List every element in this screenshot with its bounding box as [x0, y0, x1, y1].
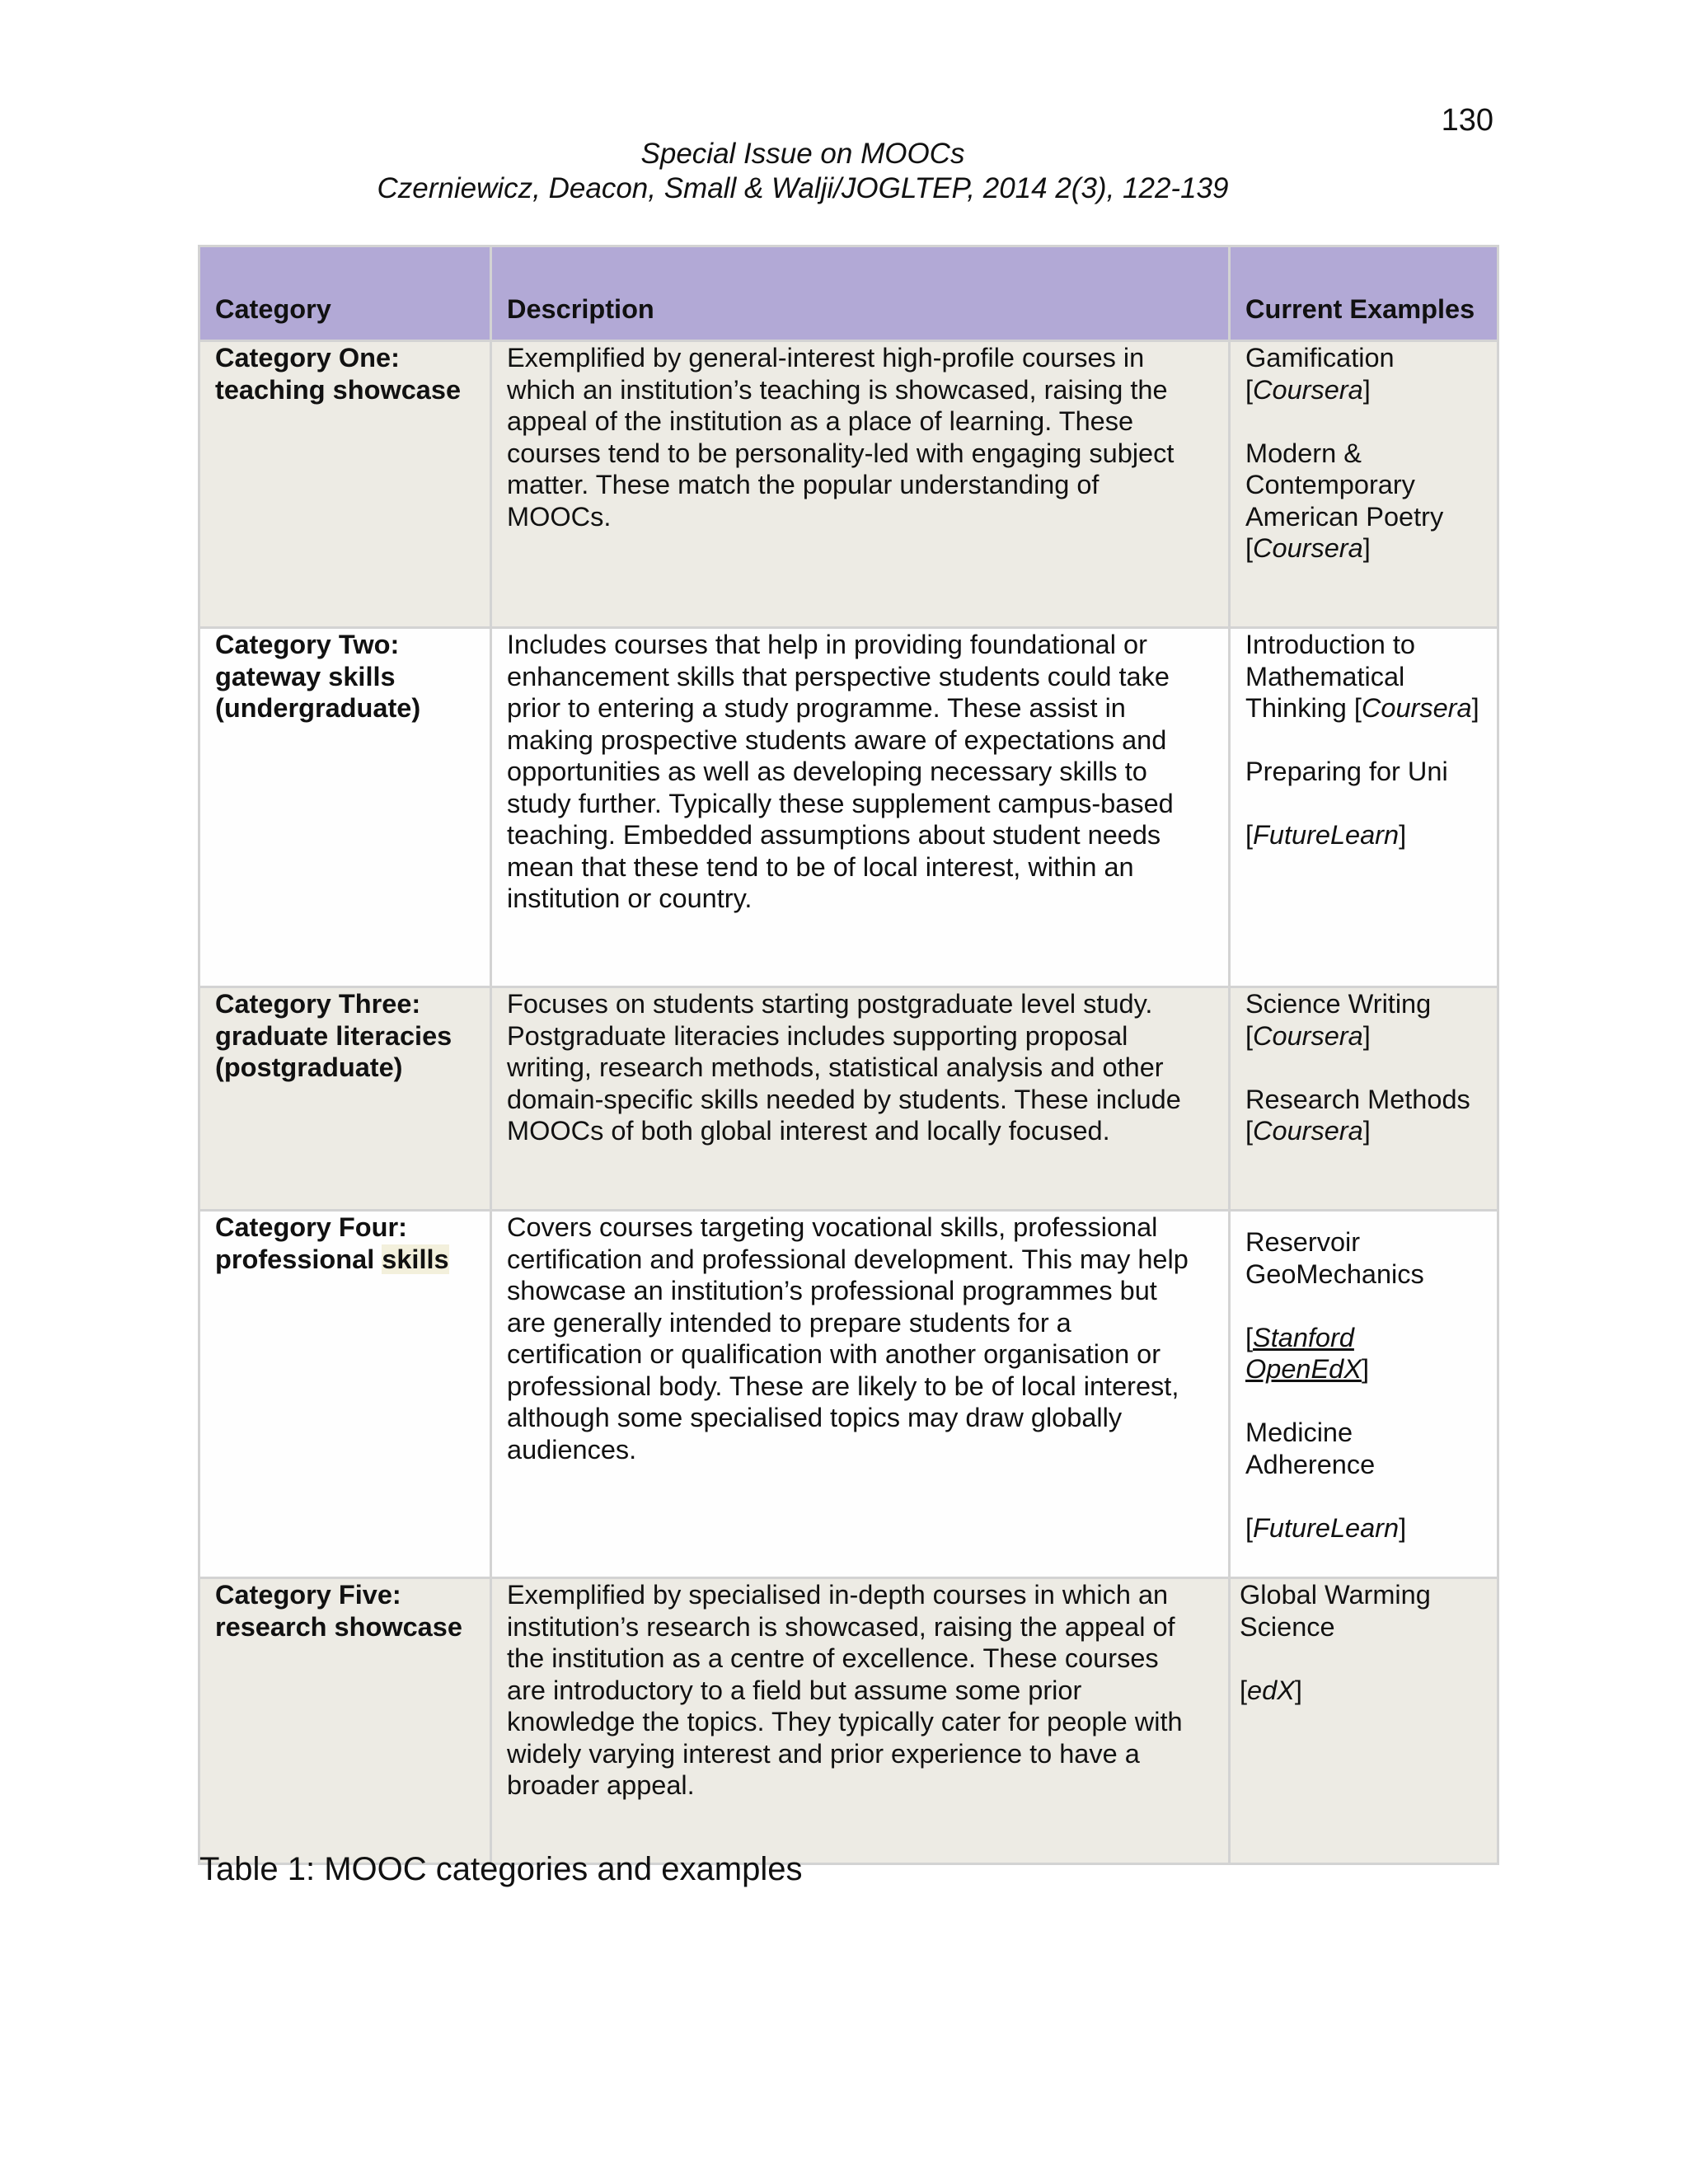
category-label: graduate literacies [215, 1020, 452, 1051]
description-line: MOOCs. [507, 501, 612, 532]
description-line: matter. These match the popular understanding of [507, 470, 1100, 499]
description-line: prior to entering a study programme. These assist in [507, 693, 1126, 723]
column-header-description: Description [491, 246, 1230, 341]
description-line: institution or country. [507, 883, 753, 913]
examples-cell [1230, 1211, 1498, 1578]
example-item [1245, 1226, 1482, 1290]
table-header-row [199, 246, 1498, 341]
description-line: writing, research methods, statistical analysis and other [507, 1052, 1164, 1082]
category-label: Category Three: [215, 989, 421, 1019]
column-header-examples: Current Examples [1230, 246, 1498, 341]
description-line: the institution as a centre of excellence. These courses [507, 1643, 1159, 1673]
example-title: Science Writing [1245, 989, 1432, 1019]
example-title: GeoMechanics [1245, 1258, 1424, 1289]
example-title: Gamification [1245, 343, 1395, 373]
example-title: Global Warming [1240, 1580, 1431, 1610]
description-line: courses tend to be personality-led with engaging subject [507, 438, 1175, 468]
example-source: Coursera [1361, 693, 1472, 723]
description-line: study further. Typically these supplement campus-based [507, 788, 1174, 818]
running-header [198, 137, 1408, 206]
example-title: Contemporary [1245, 470, 1415, 499]
example-source-link[interactable]: OpenEdX [1245, 1354, 1362, 1384]
description-line: Covers courses targeting vocational skills, professional [507, 1212, 1158, 1242]
description-line: widely varying interest and prior experience to have a [507, 1738, 1140, 1769]
description-line: are introductory to a field but assume some prior [507, 1675, 1082, 1705]
example-title: American Poetry [1245, 501, 1444, 532]
description-line: Exemplified by specialised in-depth courses in which an [507, 1580, 1169, 1610]
table-row [199, 341, 1498, 628]
description-line: showcase an institution’s professional programmes but [507, 1276, 1157, 1305]
example-item: Modern & Contemporary American Poetry [Coursera] [1245, 438, 1482, 565]
example-title: Preparing for Uni [1245, 757, 1448, 786]
table-row [199, 628, 1498, 987]
category-label: gateway skills [215, 661, 396, 691]
example-item: [edX] [1240, 1675, 1302, 1705]
category-cell [199, 628, 491, 987]
description-line: Includes courses that help in providing foundational or [507, 630, 1147, 659]
mooc-categories-table [198, 245, 1499, 1865]
description-line: audiences. [507, 1434, 637, 1465]
example-source: Coursera [1253, 374, 1363, 405]
example-title: Reservoir [1245, 1227, 1361, 1257]
description-line: opportunities as well as developing necessary skills to [507, 757, 1147, 786]
example-item: [Stanford OpenEdX] [1245, 1322, 1369, 1384]
example-item [1245, 1417, 1482, 1480]
example-title: Adherence [1245, 1449, 1376, 1479]
category-label: professional [215, 1244, 375, 1274]
column-header-category: Category [199, 246, 491, 341]
table-row [199, 1578, 1498, 1864]
description-line: which an institution’s teaching is showcased, raising the [507, 374, 1168, 405]
examples-cell [1230, 987, 1498, 1211]
category-cell [199, 1211, 491, 1578]
description-cell [491, 341, 1230, 628]
category-cell [199, 987, 491, 1211]
example-item [1240, 1579, 1482, 1643]
description-line: certification or qualification with another organisation or [507, 1339, 1161, 1369]
description-cell [491, 1211, 1230, 1578]
example-item: Research Methods [Coursera] [1245, 1084, 1482, 1147]
category-label: (postgraduate) [215, 1052, 403, 1082]
examples-cell [1230, 1578, 1498, 1864]
example-title: Thinking [1245, 693, 1347, 723]
table-row [199, 987, 1498, 1211]
example-source-link[interactable]: Stanford [1253, 1322, 1354, 1352]
table-row [199, 1211, 1498, 1578]
category-label: teaching showcase [215, 374, 462, 405]
description-line: teaching. Embedded assumptions about student needs [507, 820, 1161, 850]
category-label: research showcase [215, 1611, 462, 1642]
examples-cell [1230, 341, 1498, 628]
example-title: Science [1240, 1611, 1335, 1642]
header-journal-issue: Special Issue on MOOCs [640, 138, 965, 170]
examples-cell [1230, 628, 1498, 987]
description-cell [491, 628, 1230, 987]
description-line: Exemplified by general-interest high-profile courses in [507, 343, 1145, 373]
description-line: MOOCs of both global interest and locally focused. [507, 1116, 1110, 1146]
description-line: enhancement skills that perspective students could take [507, 661, 1170, 691]
description-line: although some specialised topics may draw globally [507, 1403, 1123, 1432]
category-label: Category Four: [215, 1212, 407, 1242]
description-line: knowledge the topics. They typically cater for people with [507, 1707, 1183, 1736]
description-cell [491, 1578, 1230, 1864]
description-cell [491, 987, 1230, 1211]
example-item: [FutureLearn] [1245, 1512, 1407, 1543]
example-source: Coursera [1253, 533, 1363, 563]
description-line: domain-specific skills needed by students. These include [507, 1084, 1181, 1114]
description-line: certification and professional development. This may help [507, 1244, 1189, 1274]
example-source: FutureLearn [1253, 820, 1400, 850]
example-source: Coursera [1253, 1116, 1363, 1146]
category-label: Category Five: [215, 1580, 401, 1610]
category-label: Category Two: [215, 630, 400, 659]
example-item: Introduction to Mathematical Thinking [Coursera] [1245, 629, 1482, 724]
example-title: Mathematical [1245, 661, 1405, 691]
example-item [1245, 756, 1482, 788]
example-source: Coursera [1253, 1020, 1363, 1051]
header-citation: Czerniewicz, Deacon, Small & Walji/JOGLTEP, 2014 2(3), 122-139 [377, 172, 1229, 204]
category-cell [199, 1578, 491, 1864]
category-label-highlighted: skills [382, 1244, 449, 1274]
table-caption: Table 1: MOOC categories and examples [199, 1851, 803, 1887]
description-line: appeal of the institution as a place of learning. These [507, 406, 1134, 436]
description-line: professional body. These are likely to be of local interest, [507, 1371, 1179, 1401]
category-label: (undergraduate) [215, 693, 421, 723]
description-line: are generally intended to prepare students for a [507, 1307, 1071, 1338]
category-cell [199, 341, 491, 628]
example-item: Science Writing [Coursera] [1245, 988, 1482, 1052]
example-source: edX [1247, 1675, 1295, 1705]
description-line: broader appeal. [507, 1770, 695, 1800]
example-item: Gamification [Coursera] [1245, 342, 1482, 405]
example-title: Modern & [1245, 438, 1362, 468]
description-line: institution’s research is showcased, raising the appeal of [507, 1611, 1175, 1642]
example-title: Medicine [1245, 1418, 1353, 1447]
page-number: 130 [1441, 103, 1493, 138]
example-title: Research Methods [1245, 1084, 1470, 1114]
description-line: making prospective students aware of expectations and [507, 724, 1167, 755]
example-title: Introduction to [1245, 630, 1415, 659]
example-source: FutureLearn [1253, 1512, 1400, 1543]
description-line: mean that these tend to be of local interest, within an [507, 851, 1134, 882]
description-line: Focuses on students starting postgraduate level study. [507, 989, 1153, 1019]
description-line: Postgraduate literacies includes supporting proposal [507, 1020, 1128, 1051]
category-label: Category One: [215, 343, 400, 373]
example-item: [FutureLearn] [1245, 820, 1407, 850]
